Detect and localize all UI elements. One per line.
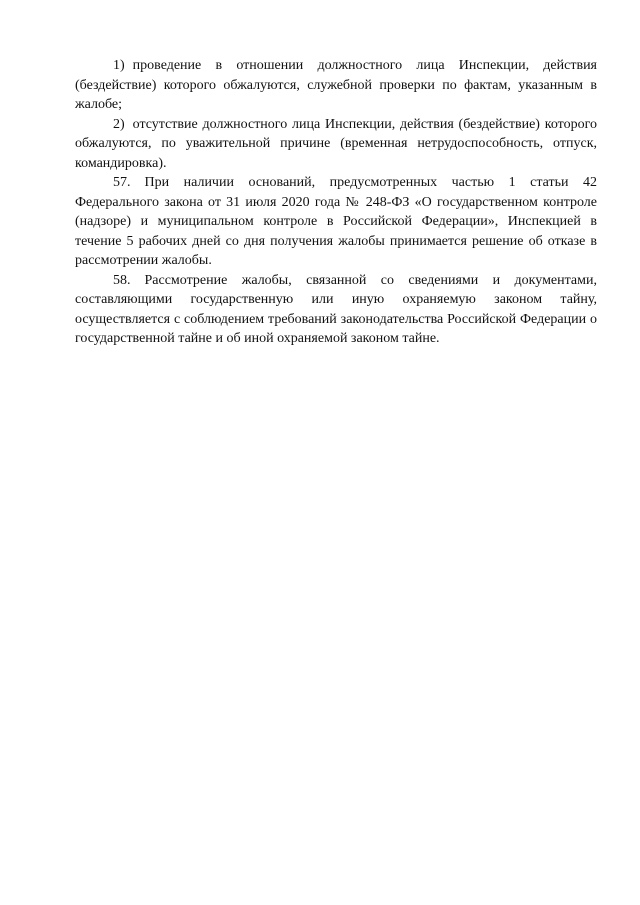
paragraph-58 bbox=[75, 271, 597, 349]
paragraph-number: 57. bbox=[113, 175, 131, 190]
list-item-number: 1) bbox=[113, 58, 125, 73]
document-body bbox=[75, 56, 597, 349]
list-item-2 bbox=[75, 115, 597, 174]
paragraph-text: Рассмотрение жалобы, связанной со сведениями и документами, составляющими государственную или иную охраняемую законом тайну, осуществляется с соблюдением требований законодательства Российской Федерации о государственной тайне и об иной охраняемой законом тайне. bbox=[75, 272, 597, 346]
paragraph-57 bbox=[75, 173, 597, 271]
paragraph-text: При наличии оснований, предусмотренных частью 1 статьи 42 Федерального закона от 31 июля 2020 года № 248-ФЗ «О государственном контроле (надзоре) и муниципальном контроле в Российской Федерации», Инспекцией в течение 5 рабочих дней со дня получения жалобы принимается решение об отказе в рассмотрении жалобы. bbox=[75, 175, 597, 268]
list-item-number: 2) bbox=[113, 116, 125, 132]
list-item-text: отсутствие должностного лица Инспекции, действия (бездействие) которого обжалуются, по уважительной причине (временная нетрудоспособность, отпуск, командировка). bbox=[75, 116, 597, 171]
list-item-1 bbox=[75, 56, 597, 115]
list-item-text: проведение в отношении должностного лица Инспекции, действия (бездействие) которого обжалуются, служебной проверки по фактам, указанным в жалобе; bbox=[75, 58, 597, 112]
paragraph-number: 58. bbox=[113, 272, 131, 288]
